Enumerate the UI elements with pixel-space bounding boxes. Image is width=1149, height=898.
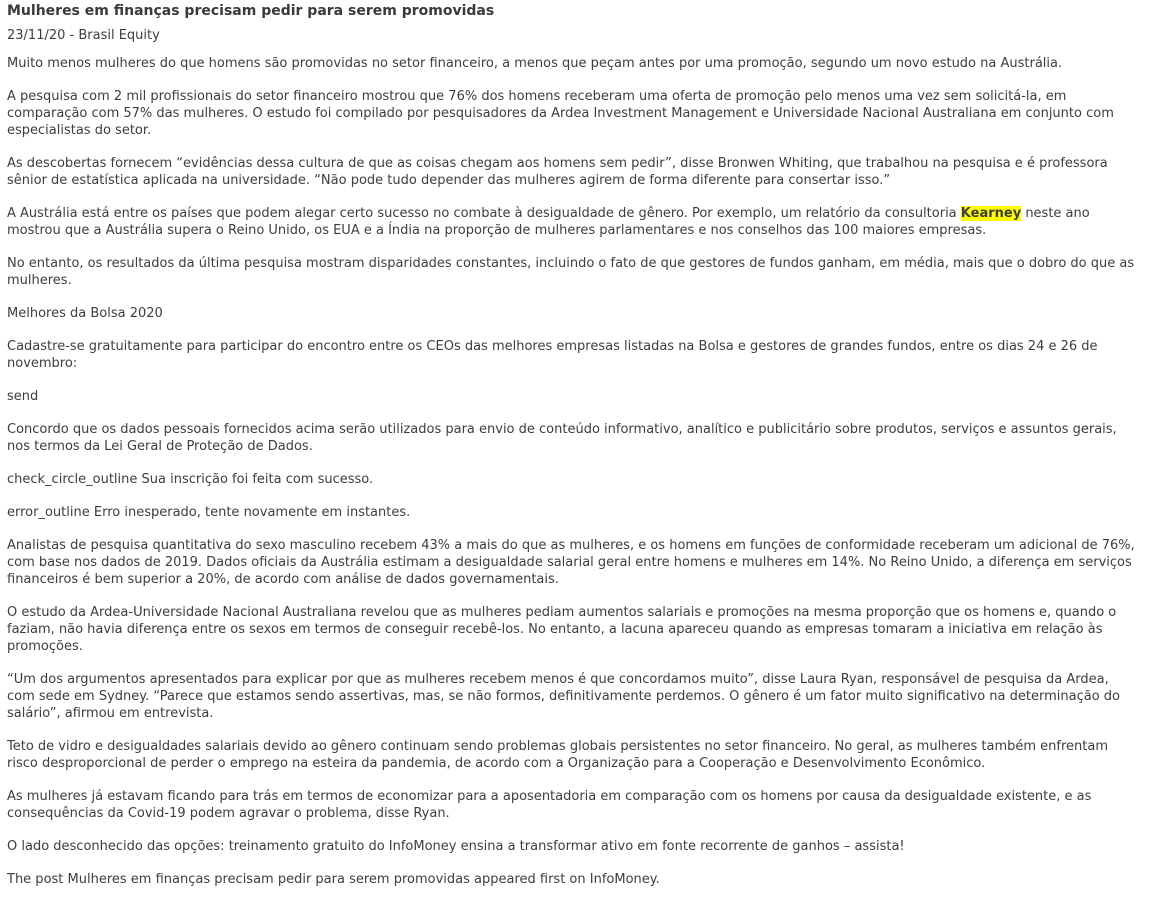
send-button[interactable]: send xyxy=(7,389,39,404)
article-paragraph: Teto de vidro e desigualdades salariais devido ao gênero continuam sendo problemas globais persistentes no setor financeiro. No geral, as mulheres também enfrentam risco desproporcional de perder o emprego na esteira da pandemia, de acordo com a Organização para a Cooperação e Desenvolvimento Econômico. xyxy=(7,739,1108,771)
article-paragraph: A pesquisa com 2 mil profissionais do setor financeiro mostrou que 76% dos homens receberam uma oferta de promoção pelo menos uma vez sem solicitá-la, em comparação com 57% das mulheres. O estudo foi compilado por pesquisadores da Ardea Investment Management e Universidade Nacional Australiana em conjunto com especialistas do setor. xyxy=(7,89,1114,138)
success-message-text: Sua inscrição foi feita com sucesso. xyxy=(141,472,374,487)
search-term-highlight: Kearney xyxy=(960,206,1022,221)
article-source: Brasil Equity xyxy=(78,28,160,43)
article-date: 23/11/20 xyxy=(7,28,66,43)
newsletter-invite-text: Cadastre-se gratuitamente para participar do encontro entre os CEOs das melhores empresas listadas na Bolsa e gestores de grandes fundos, entre os dias 24 e 26 de novembro: xyxy=(7,339,1098,371)
success-message xyxy=(7,471,1140,488)
article-title: Mulheres em finanças precisam pedir para serem promovidas xyxy=(7,3,495,19)
meta-separator: - xyxy=(65,28,79,43)
article-paragraph: O estudo da Ardea-Universidade Nacional Australiana revelou que as mulheres pediam aumentos salariais e promoções na mesma proporção que os homens e, quando o faziam, não havia diferença entre os sexos em termos de conseguir recebê-los. No entanto, a lacuna apareceu quando as empresas tomaram a iniciativa em relação às promoções. xyxy=(7,605,1117,654)
error-icon: error_outline xyxy=(7,505,90,520)
paragraph-text-before-highlight: A Austrália está entre os países que podem alegar certo sucesso no combate à desigualdade de gênero. Por exemplo, um relatório da consultoria xyxy=(7,206,961,221)
article-paragraph: No entanto, os resultados da última pesquisa mostram disparidades constantes, incluindo o fato de que gestores de fundos ganham, em média, mais que o dobro do que as mulheres. xyxy=(7,256,1135,288)
article-paragraph: O lado desconhecido das opções: treinamento gratuito do InfoMoney ensina a transformar ativo em fonte recorrente de ganhos – assista! xyxy=(7,839,905,854)
article-paragraph-with-highlight xyxy=(7,205,1140,239)
article-paragraph: As mulheres já estavam ficando para trás em termos de economizar para a aposentadoria em comparação com os homens por causa da desigualdade existente, e as consequências da Covid-19 podem agravar o problema, disse Ryan. xyxy=(7,789,1092,821)
post-attribution: The post Mulheres em finanças precisam pedir para serem promovidas appeared first on InfoMoney. xyxy=(7,872,660,887)
article-paragraph: “Um dos argumentos apresentados para explicar por que as mulheres recebem menos é que concordamos muito”, disse Laura Ryan, responsável de pesquisa da Ardea, com sede em Sydney. “Parece que estamos sendo assertivas, mas, se não formos, definitivamente perdemos. O gênero é um fator muito significativo na determinação do salário”, afirmou em entrevista. xyxy=(7,672,1120,721)
error-message xyxy=(7,504,1140,521)
article-paragraph: Analistas de pesquisa quantitativa do sexo masculino recebem 43% a mais do que as mulheres, e os homens em funções de conformidade receberam um adicional de 76%, com base nos dados de 2019. Dados oficiais da Austrália estimam a desigualdade salarial geral entre homens e mulheres em 14%. No Reino Unido, a diferença em serviços financeiros é bem superior a 20%, de acordo com análise de dados governamentais. xyxy=(7,538,1135,587)
error-message-text: Erro inesperado, tente novamente em instantes. xyxy=(93,505,411,520)
check-circle-icon: check_circle_outline xyxy=(7,472,138,487)
consent-text: Concordo que os dados pessoais fornecidos acima serão utilizados para envio de conteúdo informativo, analítico e publicitário sobre produtos, serviços e assuntos gerais, nos termos da Lei Geral de Proteção de Dados. xyxy=(7,422,1117,454)
article-meta xyxy=(7,27,1140,44)
newsletter-section-title: Melhores da Bolsa 2020 xyxy=(7,306,163,321)
article-paragraph: Muito menos mulheres do que homens são promovidas no setor financeiro, a menos que peçam antes por uma promoção, segundo um novo estudo na Austrália. xyxy=(7,56,1063,71)
article-paragraph: As descobertas fornecem “evidências dessa cultura de que as coisas chegam aos homens sem pedir”, disse Bronwen Whiting, que trabalhou na pesquisa e é professora sênior de estatística aplicada na universidade. “Não pode tudo depender das mulheres agirem de forma diferente para consertar isso.” xyxy=(7,156,1108,188)
paragraph-text-after-highlight: neste ano mostrou que a Austrália supera o Reino Unido, os EUA e a Índia na proporção de mulheres parlamentares e nos conselhos das 100 maiores empresas. xyxy=(7,206,1090,238)
